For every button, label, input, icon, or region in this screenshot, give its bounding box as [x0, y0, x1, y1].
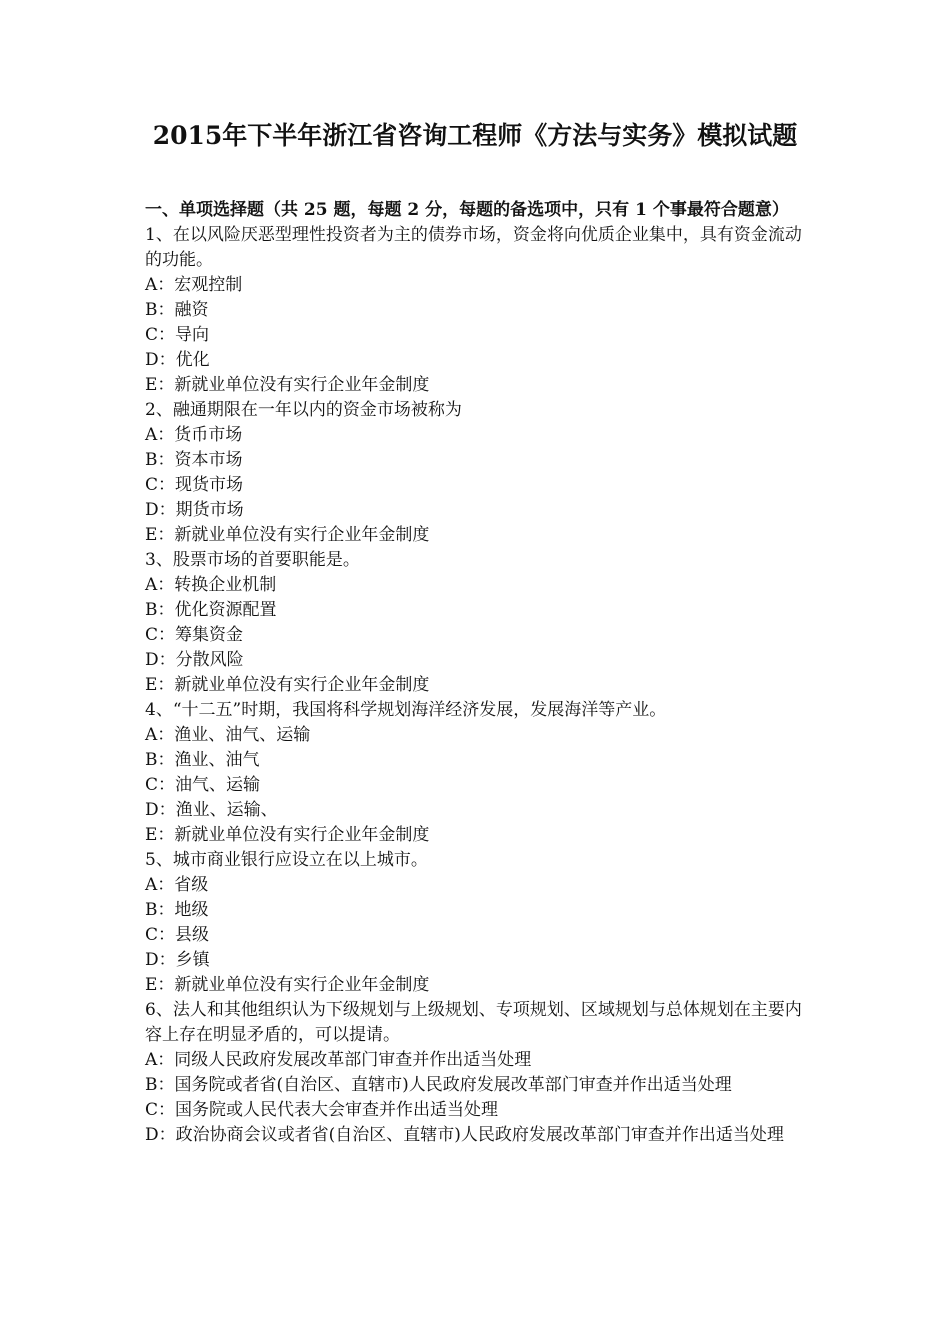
option-e: E：新就业单位没有实行企业年金制度: [145, 975, 430, 995]
document-body: [145, 198, 811, 1148]
section-heading: 一、单项选择题（共 25 题，每题 2 分，每题的备选项中，只有 1 个事最符合题意）: [145, 200, 789, 220]
question-text: 4、“十二五”时期，我国将科学规划海洋经济发展，发展海洋等产业。: [145, 700, 667, 720]
question-2: [145, 398, 811, 548]
option-c: C：县级: [145, 925, 210, 945]
option-c: C：导向: [145, 325, 210, 345]
option-a: A：货币市场: [145, 425, 243, 445]
option-b: B：优化资源配置: [145, 600, 277, 620]
option-c: C：国务院或人民代表大会审查并作出适当处理: [145, 1100, 499, 1120]
option-b: B：渔业、油气: [145, 750, 260, 770]
option-a: A：渔业、油气、运输: [145, 725, 311, 745]
option-a: A：转换企业机制: [145, 575, 277, 595]
question-text: 6、法人和其他组织认为下级规划与上级规划、专项规划、区域规划与总体规划在主要内容上存在明显矛盾的，可以提请。: [145, 1000, 802, 1045]
option-e: E：新就业单位没有实行企业年金制度: [145, 825, 430, 845]
option-c: C：筹集资金: [145, 625, 244, 645]
option-b: B：地级: [145, 900, 209, 920]
option-b: B：资本市场: [145, 450, 243, 470]
option-a: A：省级: [145, 875, 209, 895]
option-c: C：现货市场: [145, 475, 244, 495]
option-d: D：期货市场: [145, 500, 244, 520]
option-e: E：新就业单位没有实行企业年金制度: [145, 375, 430, 395]
question-4: [145, 698, 811, 848]
option-d: D：乡镇: [145, 950, 210, 970]
option-e: E：新就业单位没有实行企业年金制度: [145, 525, 430, 545]
option-b: B：国务院或者省(自治区、直辖市)人民政府发展改革部门审查并作出适当处理: [145, 1075, 732, 1095]
question-text: 1、在以风险厌恶型理性投资者为主的债券市场，资金将向优质企业集中，具有资金流动的功能。: [145, 225, 802, 270]
question-1: [145, 223, 811, 398]
question-5: [145, 848, 811, 998]
question-text: 3、股票市场的首要职能是。: [145, 550, 360, 570]
option-d: D：政治协商会议或者省(自治区、直辖市)人民政府发展改革部门审查并作出适当处理: [145, 1125, 784, 1145]
question-3: [145, 548, 811, 698]
question-6: [145, 998, 811, 1148]
option-a: A：同级人民政府发展改革部门审查并作出适当处理: [145, 1050, 532, 1070]
question-text: 2、融通期限在一年以内的资金市场被称为: [145, 400, 462, 420]
option-d: D：优化: [145, 350, 210, 370]
option-d: D：渔业、运输、: [145, 800, 278, 820]
option-a: A：宏观控制: [145, 275, 243, 295]
question-text: 5、城市商业银行应设立在以上城市。: [145, 850, 428, 870]
option-c: C：油气、运输: [145, 775, 261, 795]
option-d: D：分散风险: [145, 650, 244, 670]
option-e: E：新就业单位没有实行企业年金制度: [145, 675, 430, 695]
option-b: B：融资: [145, 300, 209, 320]
document-title: 2015年下半年浙江省咨询工程师《方法与实务》模拟试题: [152, 121, 798, 150]
